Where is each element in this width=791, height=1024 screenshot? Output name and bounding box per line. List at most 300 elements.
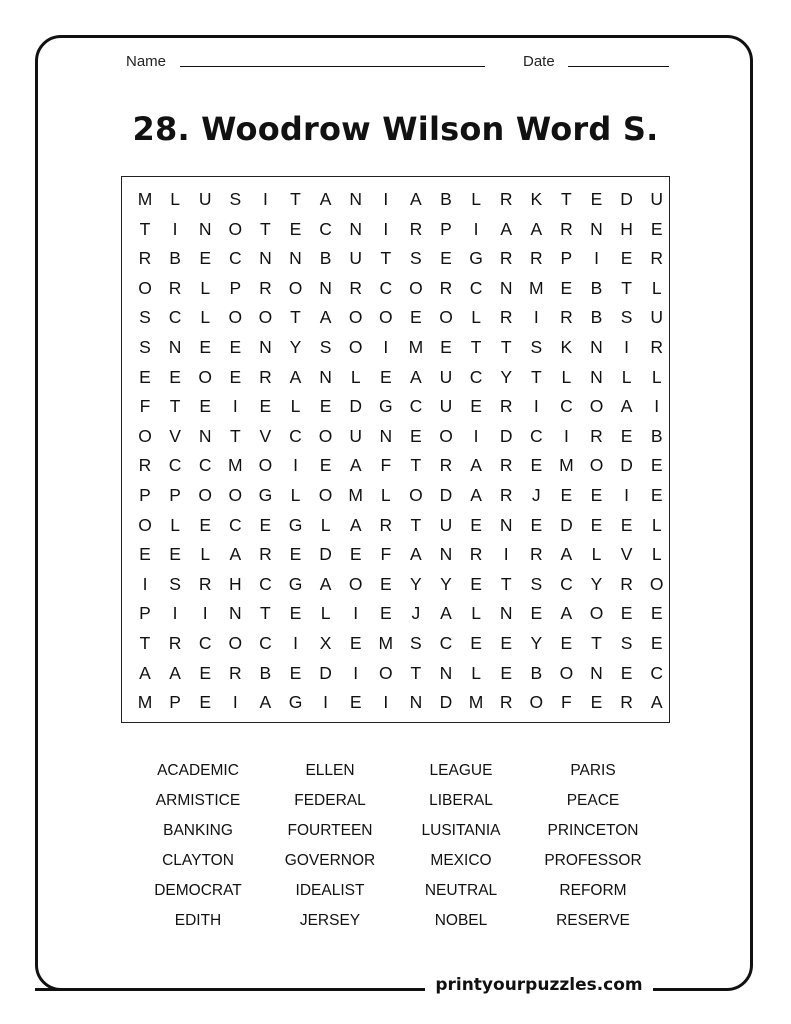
grid-letter: C bbox=[560, 396, 573, 417]
date-line bbox=[568, 66, 669, 67]
grid-letter: N bbox=[379, 425, 393, 446]
grid-letter: F bbox=[380, 544, 392, 565]
grid-letter: E bbox=[199, 514, 212, 535]
grid-letter: O bbox=[559, 662, 574, 683]
grid-letter: N bbox=[590, 662, 603, 683]
grid-letter: N bbox=[499, 514, 513, 535]
grid-letter: I bbox=[383, 189, 389, 209]
grid-letter: I bbox=[624, 337, 630, 357]
grid-letter: T bbox=[410, 662, 422, 683]
grid-letter: I bbox=[262, 189, 268, 209]
word-list-item: PEACE bbox=[566, 792, 620, 809]
grid-letter: O bbox=[318, 425, 333, 446]
grid-letter: C bbox=[168, 455, 182, 476]
grid-letter: O bbox=[228, 633, 243, 653]
grid-letter: E bbox=[470, 514, 482, 535]
grid-letter: G bbox=[469, 248, 483, 269]
grid-letter: O bbox=[589, 455, 604, 476]
grid-letter: E bbox=[199, 396, 212, 417]
grid-letter: B bbox=[259, 662, 272, 683]
grid-letter: E bbox=[560, 485, 573, 505]
grid-letter: M bbox=[348, 485, 363, 505]
grid-letter: E bbox=[650, 485, 663, 505]
grid-letter: T bbox=[380, 248, 392, 269]
grid-letter: O bbox=[439, 307, 453, 328]
grid-letter: C bbox=[259, 573, 272, 594]
grid-letter: E bbox=[620, 603, 633, 624]
grid-letter: R bbox=[560, 307, 573, 328]
grid-letter: E bbox=[650, 633, 663, 653]
grid-letter: O bbox=[348, 337, 363, 357]
grid-letter: D bbox=[499, 425, 513, 446]
grid-letter: R bbox=[529, 544, 543, 565]
grid-letter: G bbox=[258, 485, 273, 505]
grid-letter: R bbox=[409, 218, 423, 239]
grid-letter: G bbox=[288, 692, 303, 713]
grid-letter: I bbox=[654, 396, 660, 417]
grid-letter: Y bbox=[500, 366, 513, 387]
grid-letter: R bbox=[650, 337, 663, 357]
grid-letter: M bbox=[378, 633, 394, 653]
grid-letter: E bbox=[470, 633, 482, 653]
word-list-item: ACADEMIC bbox=[157, 762, 239, 779]
grid-letter: D bbox=[439, 485, 453, 505]
grid-letter: L bbox=[290, 396, 301, 417]
grid-letter: D bbox=[620, 455, 633, 476]
grid-letter: R bbox=[259, 277, 272, 298]
grid-letter: L bbox=[651, 366, 662, 387]
word-list-item: FOURTEEN bbox=[287, 822, 373, 839]
grid-letter: O bbox=[439, 425, 453, 446]
grid-letter: B bbox=[530, 662, 543, 683]
grid-letter: Y bbox=[590, 573, 603, 594]
grid-letter: U bbox=[439, 366, 453, 387]
word-list-item: ARMISTICE bbox=[155, 792, 241, 809]
grid-letter: V bbox=[259, 425, 272, 446]
grid-letter: I bbox=[323, 692, 329, 713]
grid-letter: E bbox=[349, 544, 362, 565]
grid-letter: E bbox=[349, 633, 362, 653]
grid-letter: P bbox=[229, 277, 242, 298]
grid-letter: E bbox=[289, 662, 302, 683]
grid-letter: L bbox=[290, 485, 301, 505]
grid-letter: N bbox=[349, 218, 362, 239]
grid-letter: E bbox=[590, 514, 603, 535]
grid-letter: A bbox=[410, 544, 422, 565]
grid-letter: O bbox=[348, 307, 363, 328]
grid-letter: I bbox=[172, 603, 178, 624]
grid-letter: N bbox=[590, 218, 603, 239]
grid-letter: Y bbox=[530, 633, 543, 653]
grid-letter: P bbox=[169, 485, 181, 505]
word-list-item: RESERVE bbox=[556, 912, 630, 929]
grid-letter: O bbox=[198, 366, 212, 387]
grid-letter: A bbox=[650, 692, 663, 713]
grid-letter: T bbox=[530, 366, 542, 387]
grid-letter: A bbox=[319, 573, 332, 594]
grid-letter: P bbox=[560, 248, 573, 269]
grid-letter: F bbox=[561, 692, 572, 713]
grid-letter: O bbox=[378, 662, 393, 683]
grid-letter: L bbox=[170, 514, 180, 535]
grid-letter: D bbox=[439, 692, 453, 713]
grid-letter: U bbox=[349, 248, 362, 269]
grid-letter: N bbox=[198, 218, 212, 239]
grid-letter: A bbox=[349, 455, 362, 476]
grid-letter: S bbox=[169, 573, 181, 594]
grid-letter: R bbox=[499, 189, 513, 209]
grid-letter: N bbox=[439, 544, 453, 565]
grid-letter: E bbox=[289, 603, 302, 624]
grid-letter: D bbox=[319, 662, 332, 683]
grid-letter: I bbox=[533, 307, 539, 328]
name-label: Name bbox=[126, 53, 167, 70]
grid-letter: L bbox=[320, 603, 331, 624]
grid-letter: R bbox=[529, 248, 543, 269]
grid-letter: N bbox=[198, 425, 212, 446]
grid-letter: E bbox=[650, 455, 663, 476]
grid-letter: M bbox=[137, 692, 153, 713]
grid-letter: B bbox=[590, 277, 603, 298]
grid-letter: I bbox=[293, 633, 298, 653]
grid-letter: O bbox=[258, 455, 273, 476]
footer-rule-right bbox=[648, 988, 708, 991]
grid-letter: O bbox=[529, 692, 544, 713]
grid-letter: R bbox=[499, 248, 513, 269]
word-list-item: NOBEL bbox=[434, 912, 488, 929]
grid-letter: E bbox=[139, 544, 151, 565]
grid-letter: U bbox=[650, 189, 663, 209]
grid-letter: L bbox=[380, 485, 391, 505]
grid-letter: O bbox=[348, 573, 363, 594]
grid-letter: N bbox=[289, 248, 302, 269]
grid-letter: E bbox=[259, 396, 272, 417]
grid-letter: R bbox=[499, 692, 513, 713]
grid-letter: T bbox=[410, 455, 422, 476]
word-list-item: EDITH bbox=[174, 912, 222, 929]
grid-letter: N bbox=[349, 189, 362, 209]
grid-letter: E bbox=[530, 514, 543, 535]
grid-letter: R bbox=[439, 277, 453, 298]
grid-letter: F bbox=[380, 455, 392, 476]
grid-letter: D bbox=[319, 544, 332, 565]
grid-letter: G bbox=[288, 514, 303, 535]
grid-letter: A bbox=[470, 485, 482, 505]
grid-letter: A bbox=[169, 662, 181, 683]
grid-letter: N bbox=[319, 277, 332, 298]
grid-letter: I bbox=[594, 248, 599, 269]
grid-letter: E bbox=[440, 248, 452, 269]
grid-letter: S bbox=[139, 307, 151, 328]
grid-letter: I bbox=[172, 218, 178, 239]
grid-letter: M bbox=[529, 277, 544, 298]
word-list-item: JERSEY bbox=[299, 912, 361, 929]
grid-letter: T bbox=[260, 603, 271, 624]
grid-letter: E bbox=[349, 692, 362, 713]
grid-letter: O bbox=[589, 603, 604, 624]
grid-letter: M bbox=[137, 189, 153, 209]
grid-letter: E bbox=[530, 455, 543, 476]
grid-letter: P bbox=[139, 603, 151, 624]
grid-letter: C bbox=[650, 662, 663, 683]
grid-letter: E bbox=[379, 366, 392, 387]
grid-letter: M bbox=[408, 337, 424, 357]
grid-letter: A bbox=[410, 189, 422, 209]
grid-letter: J bbox=[411, 603, 421, 624]
grid-letter: S bbox=[410, 633, 422, 653]
grid-letter: G bbox=[378, 396, 393, 417]
grid-letter: N bbox=[499, 603, 513, 624]
grid-letter: C bbox=[228, 514, 242, 535]
grid-letter: L bbox=[471, 189, 481, 209]
grid-letter: Y bbox=[289, 337, 302, 357]
grid-letter: I bbox=[383, 692, 389, 713]
grid-letter: M bbox=[559, 455, 574, 476]
grid-letter: R bbox=[499, 485, 513, 505]
grid-letter: R bbox=[499, 396, 513, 417]
site-credit: printyourpuzzles.com bbox=[435, 975, 643, 995]
word-list-item: ELLEN bbox=[305, 762, 355, 779]
grid-letter: S bbox=[620, 307, 633, 328]
grid-letter: U bbox=[439, 396, 453, 417]
grid-letter: I bbox=[383, 218, 389, 239]
grid-letter: E bbox=[229, 337, 242, 357]
grid-letter: R bbox=[379, 514, 393, 535]
grid-letter: E bbox=[620, 425, 633, 446]
grid-letter: U bbox=[650, 307, 663, 328]
word-search-grid bbox=[121, 176, 670, 723]
grid-letter: T bbox=[139, 633, 151, 653]
grid-letter: C bbox=[409, 396, 423, 417]
grid-letter: E bbox=[379, 603, 392, 624]
grid-letter: R bbox=[259, 544, 272, 565]
grid-letter: M bbox=[468, 692, 484, 713]
grid-letter: L bbox=[471, 662, 481, 683]
grid-letter: A bbox=[530, 218, 543, 239]
grid-letter: C bbox=[319, 218, 332, 239]
grid-letter: O bbox=[288, 277, 303, 298]
grid-letter: T bbox=[621, 277, 632, 298]
grid-letter: B bbox=[440, 189, 452, 209]
grid-letter: E bbox=[650, 218, 663, 239]
grid-letter: T bbox=[229, 425, 241, 446]
grid-letter: D bbox=[349, 396, 362, 417]
grid-letter: L bbox=[320, 514, 331, 535]
grid-letter: B bbox=[650, 425, 663, 446]
grid-letter: E bbox=[199, 662, 212, 683]
grid-letter: O bbox=[409, 485, 423, 505]
grid-letter: A bbox=[319, 189, 332, 209]
grid-letter: E bbox=[590, 189, 603, 209]
grid-letter: C bbox=[469, 277, 483, 298]
grid-letter: R bbox=[560, 218, 573, 239]
grid-letter: R bbox=[259, 366, 272, 387]
grid-letter: N bbox=[259, 337, 272, 357]
grid-letter: O bbox=[138, 277, 152, 298]
grid-letter: L bbox=[200, 307, 211, 328]
grid-letter: E bbox=[199, 248, 212, 269]
grid-letter: O bbox=[228, 307, 243, 328]
grid-letter: E bbox=[199, 692, 212, 713]
grid-letter: T bbox=[470, 337, 482, 357]
grid-letter: E bbox=[319, 396, 332, 417]
grid-letter: V bbox=[620, 544, 633, 565]
grid-letter: U bbox=[439, 514, 453, 535]
grid-letter: E bbox=[289, 544, 302, 565]
grid-letter: K bbox=[560, 337, 573, 357]
word-list-item: PROFESSOR bbox=[544, 852, 642, 869]
grid-letter: C bbox=[228, 248, 242, 269]
grid-letter: P bbox=[169, 692, 181, 713]
grid-letter: B bbox=[169, 248, 181, 269]
date-label: Date bbox=[523, 53, 555, 70]
grid-letter: R bbox=[228, 662, 242, 683]
grid-letter: H bbox=[620, 218, 633, 239]
footer-rule-left bbox=[35, 988, 430, 991]
grid-letter: L bbox=[170, 189, 180, 209]
grid-letter: T bbox=[290, 189, 301, 209]
grid-letter: C bbox=[289, 425, 302, 446]
word-list-item: NEUTRAL bbox=[424, 882, 498, 899]
grid-letter: R bbox=[590, 425, 603, 446]
grid-letter: N bbox=[168, 337, 182, 357]
page-title: 28. Woodrow Wilson Word S. bbox=[132, 110, 659, 148]
grid-letter: E bbox=[410, 307, 422, 328]
word-list-item: LUSITANIA bbox=[421, 822, 501, 839]
grid-letter: R bbox=[620, 692, 633, 713]
grid-letter: L bbox=[471, 307, 481, 328]
grid-letter: E bbox=[590, 485, 603, 505]
grid-letter: I bbox=[353, 603, 359, 624]
word-list-item: PRINCETON bbox=[547, 822, 639, 839]
grid-letter: E bbox=[319, 455, 332, 476]
grid-letter: A bbox=[470, 455, 482, 476]
grid-letter: A bbox=[560, 544, 573, 565]
grid-letter: I bbox=[503, 544, 509, 565]
grid-letter: L bbox=[591, 544, 602, 565]
grid-letter: L bbox=[621, 366, 632, 387]
grid-letter: O bbox=[228, 218, 243, 239]
grid-letter: L bbox=[350, 366, 361, 387]
grid-letter: C bbox=[560, 573, 573, 594]
grid-letter: G bbox=[288, 573, 303, 594]
grid-letter: A bbox=[620, 396, 633, 417]
name-line bbox=[180, 66, 485, 67]
grid-letter: J bbox=[531, 485, 541, 505]
grid-letter: S bbox=[620, 633, 633, 653]
grid-letter: E bbox=[620, 662, 633, 683]
grid-letter: O bbox=[649, 573, 664, 594]
grid-letter: E bbox=[199, 337, 212, 357]
grid-letter: C bbox=[379, 277, 393, 298]
grid-letter: O bbox=[258, 307, 273, 328]
grid-letter: D bbox=[620, 189, 633, 209]
grid-letter: V bbox=[169, 425, 181, 446]
grid-letter: A bbox=[259, 692, 272, 713]
grid-letter: A bbox=[410, 366, 422, 387]
grid-letter: E bbox=[620, 514, 633, 535]
grid-letter: I bbox=[533, 396, 539, 417]
grid-letter: A bbox=[319, 307, 332, 328]
grid-letter: T bbox=[591, 633, 602, 653]
grid-letter: I bbox=[232, 692, 238, 713]
grid-letter: E bbox=[500, 633, 513, 653]
grid-letter: T bbox=[139, 218, 151, 239]
grid-letter: A bbox=[500, 218, 513, 239]
grid-letter: E bbox=[440, 337, 452, 357]
word-list-item: LIBERAL bbox=[429, 792, 493, 809]
grid-letter: N bbox=[319, 366, 332, 387]
grid-letter: E bbox=[289, 218, 302, 239]
grid-letter: R bbox=[499, 455, 513, 476]
word-list-item: GOVERNOR bbox=[284, 852, 376, 869]
word-list-item: MEXICO bbox=[430, 852, 492, 869]
grid-letter: R bbox=[439, 455, 453, 476]
word-list-item: CLAYTON bbox=[162, 852, 234, 869]
grid-letter: A bbox=[349, 514, 362, 535]
word-list-item: REFORM bbox=[559, 882, 627, 899]
grid-letter: R bbox=[198, 573, 212, 594]
word-list-item: FEDERAL bbox=[294, 792, 366, 809]
grid-letter: R bbox=[168, 633, 182, 653]
grid-letter: N bbox=[439, 662, 453, 683]
grid-letter: I bbox=[624, 485, 630, 505]
grid-letter: M bbox=[228, 455, 243, 476]
grid-letter: R bbox=[168, 277, 182, 298]
grid-letter: N bbox=[228, 603, 242, 624]
grid-letter: A bbox=[560, 603, 573, 624]
grid-letter: A bbox=[289, 366, 302, 387]
grid-letter: N bbox=[259, 248, 272, 269]
grid-letter: I bbox=[293, 455, 298, 476]
grid-letter: C bbox=[439, 633, 453, 653]
grid-letter: E bbox=[139, 366, 151, 387]
grid-letter: E bbox=[470, 573, 482, 594]
grid-letter: A bbox=[229, 544, 242, 565]
grid-letter: Y bbox=[440, 573, 452, 594]
grid-letter: C bbox=[198, 633, 212, 653]
grid-letter: I bbox=[563, 425, 569, 446]
grid-letter: R bbox=[349, 277, 362, 298]
grid-letter: I bbox=[353, 662, 359, 683]
grid-letter: S bbox=[530, 337, 543, 357]
word-list-item: LEAGUE bbox=[429, 762, 493, 779]
grid-letter: C bbox=[198, 455, 212, 476]
grid-letter: R bbox=[620, 573, 633, 594]
word-list-item: DEMOCRAT bbox=[154, 882, 242, 899]
grid-letter: I bbox=[473, 425, 479, 446]
grid-letter: S bbox=[319, 337, 332, 357]
grid-letter: E bbox=[259, 514, 272, 535]
grid-letter: L bbox=[471, 603, 481, 624]
grid-letter: D bbox=[560, 514, 573, 535]
grid-letter: R bbox=[469, 544, 483, 565]
grid-letter: E bbox=[650, 603, 663, 624]
grid-letter: S bbox=[410, 248, 422, 269]
grid-letter: L bbox=[200, 544, 211, 565]
grid-letter: K bbox=[530, 189, 543, 209]
grid-letter: E bbox=[169, 544, 181, 565]
grid-letter: E bbox=[560, 633, 573, 653]
grid-letter: B bbox=[590, 307, 603, 328]
grid-letter: E bbox=[530, 603, 543, 624]
grid-letter: E bbox=[560, 277, 573, 298]
grid-letter: O bbox=[589, 396, 604, 417]
grid-letter: R bbox=[138, 455, 152, 476]
grid-letter: H bbox=[228, 573, 242, 594]
grid-letter: R bbox=[650, 248, 663, 269]
grid-letter: T bbox=[290, 307, 301, 328]
